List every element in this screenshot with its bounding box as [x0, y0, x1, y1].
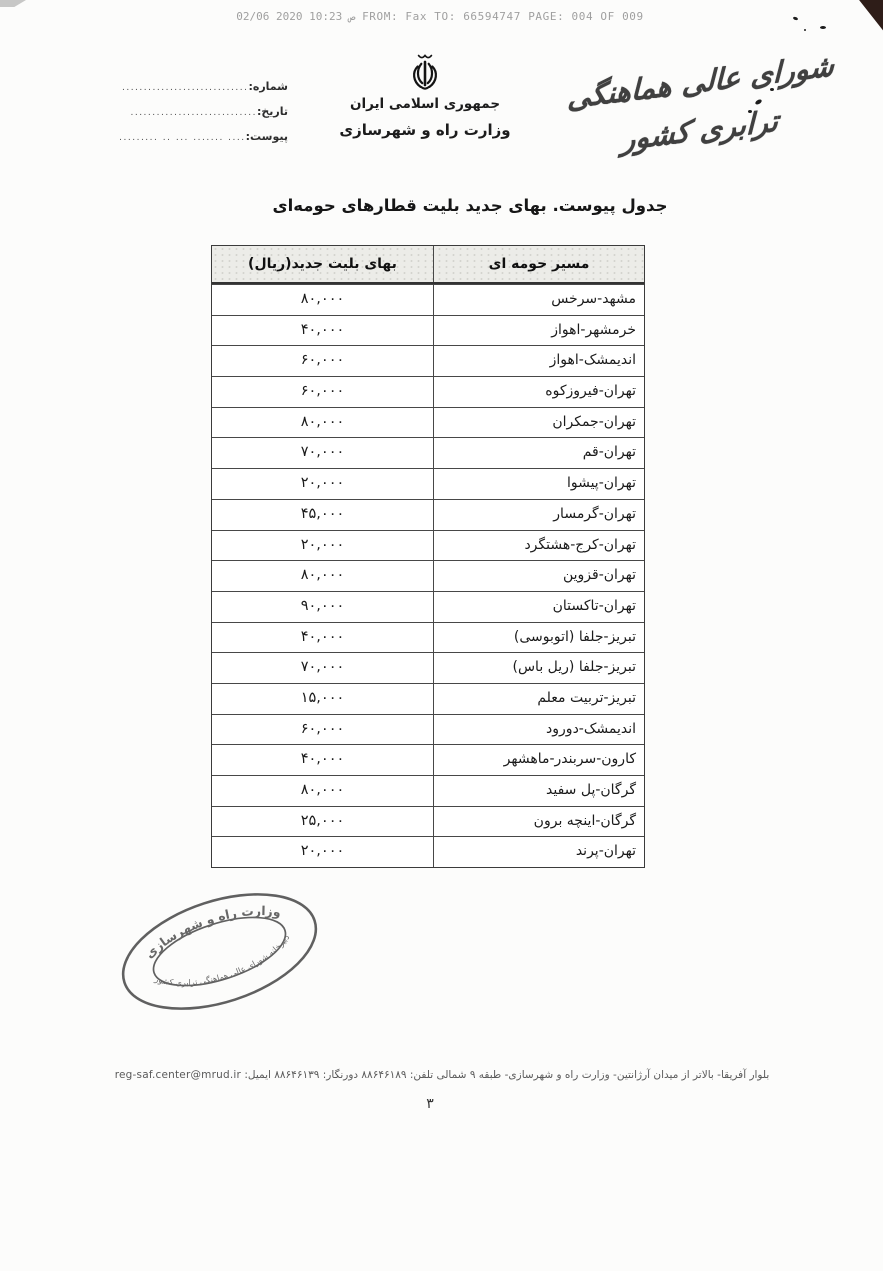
price-cell: ۸۰,۰۰۰ [212, 561, 434, 591]
route-cell: تهران-تاکستان [552, 597, 636, 614]
fax-transmission-header: 02/06 2020 ص 10:23 FROM: Fax TO: 66594747 PAGE: 004 OF 009 [236, 10, 644, 23]
price-cell: ۸۰,۰۰۰ [212, 408, 434, 438]
number-field [118, 80, 288, 93]
price-cell: ۷۰,۰۰۰ [212, 438, 434, 468]
scan-corner-artifact-top-left [0, 0, 26, 7]
route-cell: گرگان-اینچه برون [533, 812, 636, 829]
letterhead [0, 40, 883, 190]
price-cell: ۲۰,۰۰۰ [212, 837, 434, 867]
price-cell: ۶۰,۰۰۰ [212, 377, 434, 407]
table-row [212, 714, 644, 745]
document-title: جدول پیوست. بهای جدید بلیت قطارهای حومه‌ای [272, 196, 668, 215]
price-cell: ۴۰,۰۰۰ [212, 745, 434, 775]
table-row [212, 468, 644, 499]
ticket-price-table [211, 245, 645, 868]
price-cell: ۲۰,۰۰۰ [212, 469, 434, 499]
table-row [212, 560, 644, 591]
price-cell: ۱۵,۰۰۰ [212, 684, 434, 714]
attachment-label: پیوست: [245, 130, 288, 143]
price-cell: ۸۰,۰۰۰ [212, 285, 434, 315]
ink-speck [820, 26, 826, 29]
table-row [212, 376, 644, 407]
ink-speck [804, 29, 806, 31]
council-calligraphy-title: شورای عالی هماهنگی ترابری کشور [566, 48, 835, 157]
route-cell: خرمشهر-اهواز [551, 321, 636, 338]
iran-emblem-icon [406, 50, 444, 96]
letterhead-center [330, 96, 520, 139]
price-cell: ۲۵,۰۰۰ [212, 807, 434, 837]
route-cell: تبریز-جلفا (اتوبوسی) [513, 628, 636, 645]
route-cell: اندیمشک-دورود [546, 720, 636, 737]
route-cell: گرگان-پل سفید [546, 782, 636, 798]
price-cell: ۶۰,۰۰۰ [212, 715, 434, 745]
route-cell: تهران-قم [582, 444, 636, 461]
letterhead-fields [118, 80, 288, 155]
route-cell: تهران-کرج-هشتگرد [524, 536, 636, 553]
table-row [212, 775, 644, 806]
table-row [212, 407, 644, 438]
attachment-field [118, 130, 288, 143]
price-cell: ۸۰,۰۰۰ [212, 776, 434, 806]
table-row [212, 284, 644, 315]
route-cell: مشهد-سرخس [551, 291, 636, 307]
footer-contact-line: بلوار آفریقا- بالاتر از میدان آرژانتین- وزارت راه و شهرسازی- طبقه ۹ شمالی تلفن: ۸۸۶۴۶۱۸۹ دورنگار: ۸۸۶۴۶۱۳۹ ایمیل: reg-saf.center@mrud.ir [114, 1069, 770, 1081]
table-row [212, 345, 644, 376]
table-row [212, 530, 644, 561]
route-cell: تهران-قزوین [562, 567, 636, 584]
table-row [212, 806, 644, 837]
stamp-bottom-text: دبیرخانه شورای عالی هماهنگی ترابری کشور [153, 933, 292, 988]
number-label: شماره: [248, 80, 288, 93]
route-cell: تهران-گرمسار [553, 505, 636, 522]
price-cell: ۴۰,۰۰۰ [212, 316, 434, 346]
page-number: ۳ [426, 1096, 434, 1112]
route-cell: تهران-پیشوا [566, 475, 636, 492]
number-dotted-line: ............................. [121, 83, 249, 93]
table-row [212, 622, 644, 653]
route-cell: تهران-پرند [575, 843, 636, 860]
ink-speck [793, 16, 799, 21]
price-cell: ۲۰,۰۰۰ [212, 531, 434, 561]
ministry-title: وزارت راه و شهرسازی [339, 121, 511, 139]
route-cell: تبریز-جلفا (ریل باس) [512, 659, 636, 676]
price-cell: ۴۰,۰۰۰ [212, 623, 434, 653]
route-cell: کارون-سربندر-ماهشهر [503, 751, 636, 768]
price-cell: ۶۰,۰۰۰ [212, 346, 434, 376]
ministry-oval-stamp [112, 874, 327, 1029]
price-cell: ۹۰,۰۰۰ [212, 592, 434, 622]
table-header-row [212, 246, 644, 284]
route-cell: تهران-جمکران [552, 413, 636, 430]
table-row [212, 499, 644, 530]
republic-title: جمهوری اسلامی ایران [349, 96, 501, 112]
route-header-cell: مسیر حومه ای [488, 256, 590, 272]
attachment-dotted-line: .... ....... ... .. ......... [119, 133, 246, 143]
price-cell: ۷۰,۰۰۰ [212, 653, 434, 683]
table-row [212, 652, 644, 683]
price-header-cell: بهای بلیت جدید(ریال) [212, 246, 434, 282]
table-row [212, 591, 644, 622]
price-cell: ۴۵,۰۰۰ [212, 500, 434, 530]
date-field [118, 105, 288, 118]
route-cell: تبریز-تربیت معلم [537, 689, 636, 706]
stamp-top-text: وزارت راه و شهرسازی [142, 904, 282, 962]
table-row [212, 744, 644, 775]
table-row [212, 683, 644, 714]
table-row [212, 437, 644, 468]
table-row [212, 315, 644, 346]
route-cell: تهران-فیروزکوه [545, 383, 636, 400]
route-cell: اندیمشک-اهواز [549, 352, 636, 369]
table-row [212, 836, 644, 867]
date-dotted-line: ............................. [130, 108, 257, 118]
date-label: تاریخ: [256, 105, 288, 118]
scan-corner-artifact-top-right [857, 0, 883, 32]
